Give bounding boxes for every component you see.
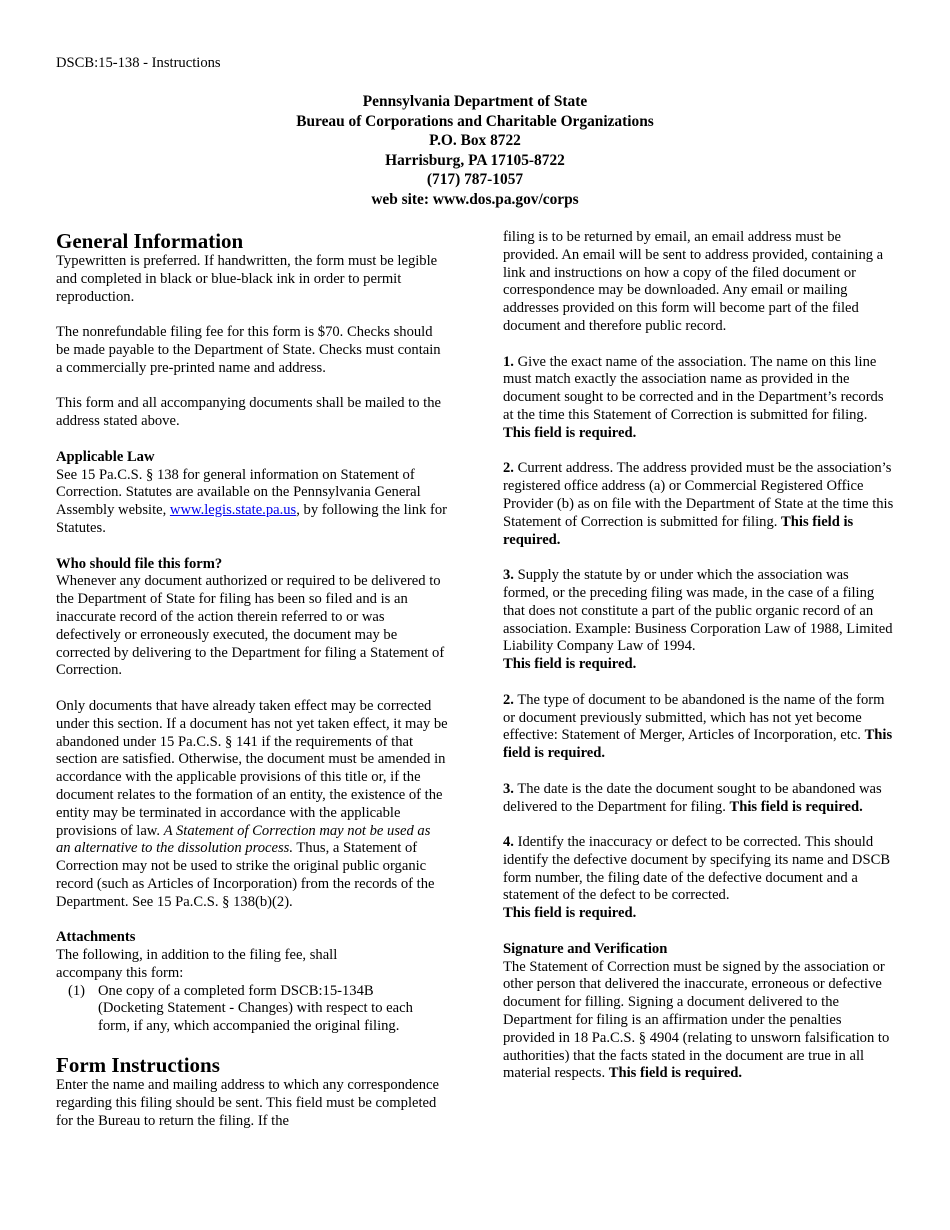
item-number: 1. — [503, 353, 514, 370]
item-text: Supply the statute by or under which the association was formed, or the preceding filing was made, in the case of a filing that does not constitute a part of the public organic record of an association. Example: Business Corporation Law of 1988, Limited Liability Company Law of 1994. — [503, 567, 893, 655]
item-number: 3. — [503, 567, 514, 584]
item-text: Current address. The address provided must be the association’s registered office address (a) or Commercial Registered Office Provider (b) as on file with the Department of State at the time this Statement of Correction is submitted for filing. — [503, 460, 894, 530]
agency-line: P.O. Box 8722 — [429, 132, 521, 149]
item-text: The type of document to be abandoned is the name of the form or document previously submitted, which has not yet become effective: Statement of Merger, Articles of Incorporation, etc. — [503, 691, 885, 744]
required-text: This field is required. — [503, 424, 637, 441]
instruction-item — [503, 781, 895, 817]
item-text: Give the exact name of the association. The name on this line must match exactly the association name as provided in the document sought to be corrected and in the Department’s records at the time this Statement of Correction is submitted for filing. — [503, 353, 884, 423]
form-instructions-intro-cont: filing is to be returned by email, an email address must be provided. An email will be sent to address provided, containing a link and instructions on how a copy of the filed document or correspondence may be downloaded. Any email or mailing addresses provided on this form will become part of the filed document and therefore public record. — [503, 229, 884, 334]
general-p1: Typewritten is preferred. If handwritten, the form must be legible and completed in black or blue-black ink in order to permit reproduction. — [56, 253, 438, 305]
who-should-file-heading: Who should file this form? — [56, 555, 223, 572]
instruction-item — [503, 834, 895, 923]
applicable-law-text — [56, 467, 448, 538]
item-text: Identify the inaccuracy or defect to be corrected. This should identify the defective document by specifying its name and DSCB form number, the filing date of the defective document and a statement of the defect to be corrected. — [503, 834, 891, 904]
left-column — [56, 229, 448, 1130]
signature-heading: Signature and Verification — [503, 940, 668, 957]
list-item — [56, 983, 418, 1036]
agency-line: (717) 787-1057 — [426, 171, 524, 188]
attachments-heading: Attachments — [56, 929, 136, 946]
p2-text: Only documents that have already taken effect may be corrected under this section. If a document has not yet taken effect, it may be abandoned under 15 Pa.C.S. § 141 if the requirements of that section are satisfied. Otherwise, the document must be amended in accordance with the applicable provisions of this title or, if the document relates to the formation of an entity, the existence of the entity may be terminated in accordance with the applicable provisions of law. — [56, 697, 448, 839]
general-p3: This form and all accompanying documents shall be mailed to the address stated above. — [56, 395, 442, 430]
list-item-number: (1) — [68, 982, 86, 999]
general-p2: The nonrefundable filing fee for this form is $70. Checks should be made payable to the Department of State. Checks must contain a commercially pre-printed name and address. — [56, 324, 441, 376]
p2-italic-text: A Statement of Correction may not be used as an alternative to the dissolution process. — [56, 822, 431, 857]
item-text: The date is the date the document sought to be abandoned was delivered to the Department for filing. — [503, 780, 882, 815]
item-number: 3. — [503, 780, 514, 797]
applicable-law-heading: Applicable Law — [56, 448, 155, 465]
required-text: This field is required. — [608, 1065, 743, 1082]
required-text: This field is required. — [503, 727, 893, 762]
attachments-list — [56, 983, 448, 1036]
statutes-link[interactable]: www.legis.state.pa.us — [169, 502, 297, 519]
required-text: This field is required. — [503, 905, 637, 922]
form-instructions-heading: Form Instructions — [56, 1053, 220, 1078]
instruction-item — [503, 567, 895, 674]
applicable-law-text-before: See 15 Pa.C.S. § 138 for general information on Statement of Correction. Statutes are available on the Pennsylvania General Assembly website, — [56, 466, 421, 519]
signature-text — [503, 959, 895, 1084]
item-number: 2. — [503, 460, 514, 477]
instruction-item — [503, 354, 895, 443]
required-text: This field is required. — [503, 513, 854, 548]
p2-text-after: Thus, a Statement of Correction may not be used to strike the original public organic record (such as Articles of Incorporation) from the records of the Department. See 15 Pa.C.S. § 138(b)(2). — [56, 840, 435, 910]
general-information-heading: General Information — [56, 229, 244, 253]
who-should-file-p1: Whenever any document authorized or required to be delivered to the Department of State for filing has been so filed and is an inaccurate record of the action therein referred to or was defectively or erroneously executed, the document may be corrected by delivering to the Department for filing a Statement of Correction. — [56, 573, 445, 679]
applicable-law-text-after: , by following the link for Statutes. — [56, 502, 448, 536]
required-text: This field is required. — [503, 656, 637, 673]
required-text: This field is required. — [729, 798, 863, 815]
signature-body: The Statement of Correction must be signed by the association or other person that delivered the inaccurate, erroneous or defective document for filling. Signing a document delivered to the Department for filing is an affirmation under the penalties provided in 18 Pa.C.S. § 4904 (relating to unsworn falsification to authorities) that the facts stated in the document are true in all material respects. — [503, 958, 890, 1082]
list-item-text: One copy of a completed form DSCB:15-134B (Docketing Statement - Changes) with respect to each form, if any, which accompanied the original filing. — [98, 982, 413, 1035]
agency-line: web site: www.dos.pa.gov/corps — [371, 190, 579, 208]
agency-line: Pennsylvania Department of State — [362, 93, 588, 110]
attachments-intro: The following, in addition to the filing fee, shall accompany this form: — [56, 947, 338, 981]
right-column — [503, 229, 895, 1101]
item-number: 4. — [503, 834, 514, 851]
agency-line: Harrisburg, PA 17105-8722 — [385, 151, 565, 169]
instruction-item — [503, 692, 895, 763]
instruction-item — [503, 460, 895, 549]
form-id: DSCB:15-138 - Instructions — [56, 55, 221, 71]
form-instructions-intro: Enter the name and mailing address to which any correspondence regarding this filing should be sent. This field must be completed for the Bureau to return the filing. If the — [56, 1077, 439, 1129]
agency-line: Bureau of Corporations and Charitable Organizations — [296, 112, 654, 130]
agency-header — [0, 92, 950, 209]
who-should-file-p2 — [56, 698, 448, 912]
item-number: 2. — [503, 691, 514, 708]
